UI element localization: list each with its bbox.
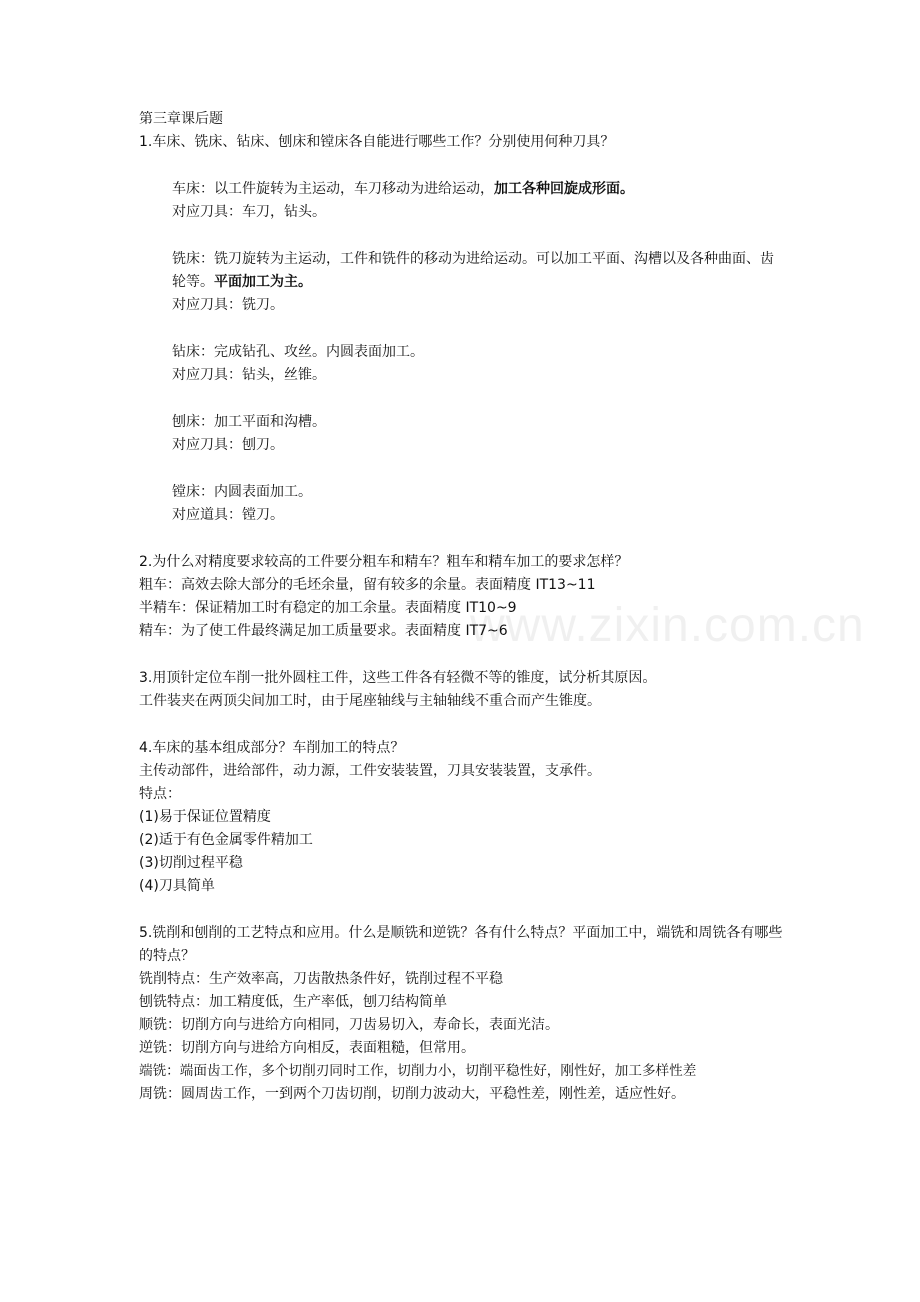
spacer: [139, 713, 789, 737]
watermark: www.zixin.com.cn: [470, 599, 865, 652]
q2-line: 粗车：高效去除大部分的毛坯余量，留有较多的余量。表面精度 IT13~11: [139, 577, 596, 593]
q1-mill-desc-a: 铣床：铣刀旋转为主运动，工件和铣件的移动为进给运动。可以加工平面、沟槽以及各种曲面、齿轮等。: [172, 251, 774, 290]
q1-lathe-desc-b: 加工各种回旋成形面。: [494, 181, 634, 197]
q5-line: 周铣：圆周齿工作，一到两个刀齿切削，切削力波动大，平稳性差，刚性差，适应性好。: [139, 1086, 685, 1102]
q1-drill-tool: 对应刀具：钻头，丝锥。: [172, 367, 326, 383]
spacer: [139, 643, 789, 667]
q2-line: 半精车：保证精加工时有稳定的加工余量。表面精度 IT10~9: [139, 600, 517, 616]
q3-answer: 工件装夹在两顶尖间加工时，由于尾座轴线与主轴轴线不重合而产生锥度。: [139, 693, 601, 709]
spacer: [139, 317, 789, 341]
spacer: [139, 154, 789, 178]
q2-line: 精车：为了使工件最终满足加工质量要求。表面精度 IT7~6: [139, 623, 508, 639]
q5-line: 端铣：端面齿工作，多个切削刃同时工作，切削力小，切削平稳性好，刚性好，加工多样性差: [139, 1063, 697, 1079]
q1-planer-desc: 刨床：加工平面和沟槽。: [172, 414, 326, 430]
q5-line: 刨铣特点：加工精度低，生产率低，刨刀结构简单: [139, 994, 447, 1010]
q5-question: 5.铣削和刨削的工艺特点和应用。什么是顺铣和逆铣？各有什么特点？平面加工中，端铣和周铣各有哪些的特点？: [139, 925, 783, 964]
chapter-title: 第三章课后题: [139, 111, 223, 127]
q4-feature: (4)刀具简单: [139, 878, 215, 894]
q1-mill-desc-b: 平面加工为主。: [214, 274, 312, 290]
spacer: [139, 898, 789, 922]
spacer: [139, 527, 789, 551]
q2-question: 2.为什么对精度要求较高的工件要分粗车和精车？粗车和精车加工的要求怎样？: [139, 554, 629, 570]
q4-question: 4.车床的基本组成部分？车削加工的特点？: [139, 740, 405, 756]
q5-line: 顺铣：切削方向与进给方向相同，刀齿易切入，寿命长，表面光洁。: [139, 1017, 559, 1033]
q1-boring-desc: 镗床：内圆表面加工。: [172, 484, 312, 500]
q1-lathe-tool: 对应刀具：车刀，钻头。: [172, 204, 326, 220]
document-body: [139, 108, 789, 1106]
q1-question: 1.车床、铣床、钻床、刨床和镗床各自能进行哪些工作？分别使用何种刀具？: [139, 134, 615, 150]
q4-feature: (2)适于有色金属零件精加工: [139, 832, 313, 848]
q4-features-label: 特点：: [139, 786, 181, 802]
q1-lathe-desc-a: 车床：以工件旋转为主运动，车刀移动为进给运动，: [172, 181, 494, 197]
spacer: [139, 224, 789, 248]
q5-line: 逆铣：切削方向与进给方向相反，表面粗糙，但常用。: [139, 1040, 475, 1056]
q1-drill-desc: 钻床：完成钻孔、攻丝。内圆表面加工。: [172, 344, 424, 360]
spacer: [139, 387, 789, 411]
q1-mill-desc: [139, 248, 787, 294]
q1-lathe-desc: [139, 178, 789, 201]
q1-mill-tool: 对应刀具：铣刀。: [172, 297, 284, 313]
q4-feature: (1)易于保证位置精度: [139, 809, 271, 825]
q4-feature: (3)切削过程平稳: [139, 855, 243, 871]
q1-planer-tool: 对应刀具：刨刀。: [172, 437, 284, 453]
q5-line: 铣削特点：生产效率高，刀齿散热条件好，铣削过程不平稳: [139, 971, 503, 987]
spacer: [139, 457, 789, 481]
q4-answer: 主传动部件，进给部件，动力源，工件安装装置，刀具安装装置，支承件。: [139, 763, 601, 779]
q3-question: 3.用顶针定位车削一批外圆柱工件，这些工件各有轻微不等的锥度，试分析其原因。: [139, 670, 657, 686]
q1-boring-tool: 对应道具：镗刀。: [172, 507, 284, 523]
